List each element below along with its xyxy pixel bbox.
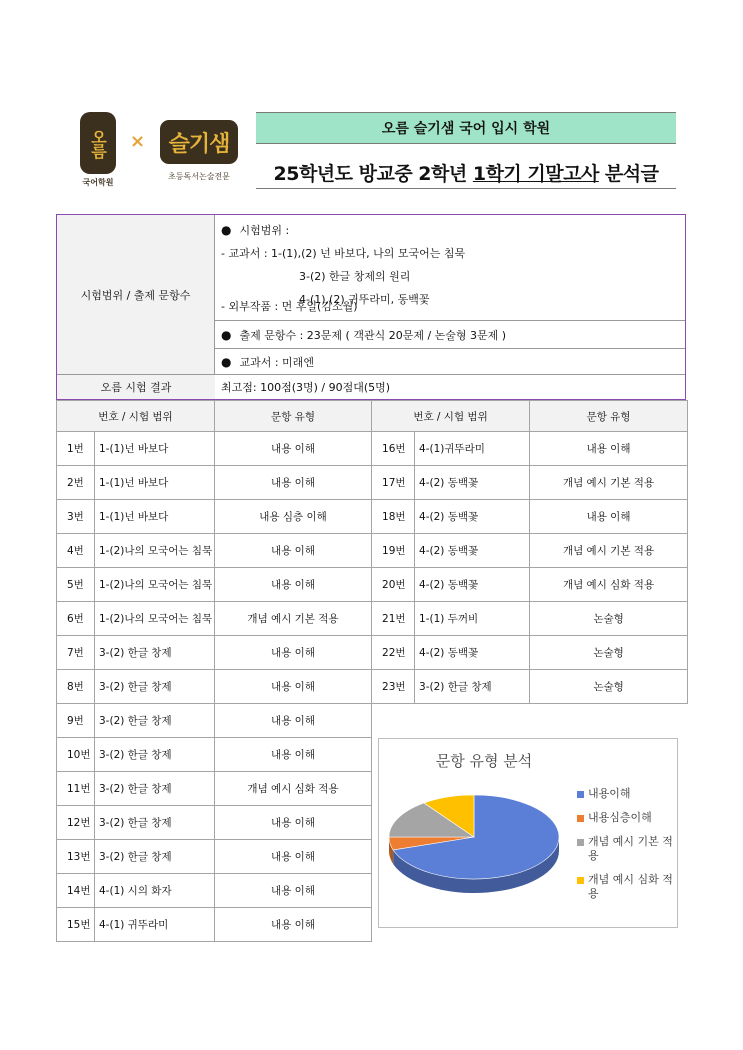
question-type: 내용 이해: [215, 908, 372, 942]
question-range: 3-(2) 한글 창제: [95, 840, 215, 874]
question-number: 23번: [372, 670, 415, 704]
question-type: 내용 이해: [215, 704, 372, 738]
chart-title: 문항 유형 분석: [435, 752, 533, 770]
table-row: [57, 704, 688, 738]
question-type: 논술형: [530, 670, 688, 704]
question-number: 8번: [57, 670, 95, 704]
textbook-text: 교과서 : 미래엔: [239, 355, 314, 369]
question-number: 20번: [372, 568, 415, 602]
question-type: 내용 이해: [215, 670, 372, 704]
question-range: 1-(1)넌 바보다: [95, 500, 215, 534]
question-type: 논술형: [530, 636, 688, 670]
table-header-row: [57, 401, 688, 432]
question-number: 5번: [57, 568, 95, 602]
question-number: 1번: [57, 432, 95, 466]
result-label: 오름 시험 결과: [57, 375, 215, 399]
question-type: 내용 이해: [215, 806, 372, 840]
table-row: [57, 500, 688, 534]
question-range: 3-(2) 한글 창제: [95, 772, 215, 806]
question-type: 내용 이해: [530, 432, 688, 466]
question-type: 개념 예시 심화 적용: [530, 568, 688, 602]
question-range: 1-(2)나의 모국어는 침묵: [95, 568, 215, 602]
question-count-text: 출제 문항수 : 23문제 ( 객관식 20문제 / 논술형 3문제 ): [239, 328, 507, 342]
question-number: 7번: [57, 636, 95, 670]
question-number: 11번: [57, 772, 95, 806]
question-range: 4-(2) 동백꽃: [415, 636, 530, 670]
question-number: 2번: [57, 466, 95, 500]
table-row: [57, 432, 688, 466]
question-number: 13번: [57, 840, 95, 874]
question-type: 내용 심층 이해: [215, 500, 372, 534]
question-type: 개념 예시 기본 적용: [530, 534, 688, 568]
title-prefix: 25학년도 방교중 2학년: [273, 162, 473, 185]
chart-legend: [577, 787, 677, 911]
question-range: 3-(2) 한글 창제: [415, 670, 530, 704]
question-type-chart: [378, 738, 678, 928]
table-row: [57, 534, 688, 568]
legend-item: [577, 787, 677, 801]
seulgisaem-logo: 슬기샘: [160, 120, 238, 164]
scope-header: 시험범위 :: [239, 224, 290, 237]
header-right-type: 문항 유형: [530, 401, 688, 432]
header-left-type: 문항 유형: [215, 401, 372, 432]
question-type: 내용 이해: [215, 534, 372, 568]
question-range: 4-(1) 귀뚜라미: [95, 908, 215, 942]
external-work-line: - 외부작품 : 먼 후일(김소월): [221, 300, 358, 313]
pie-chart: [379, 739, 579, 929]
academy-banner: 오름 슬기샘 국어 입시 학원: [256, 112, 676, 144]
legend-swatch: [577, 839, 584, 846]
table-row: [57, 636, 688, 670]
question-range: 1-(2)나의 모국어는 침묵: [95, 534, 215, 568]
legend-label: 내용이해: [588, 787, 631, 800]
seulgisaem-logo-caption: 초등독서논술전문: [168, 172, 230, 181]
question-number: 12번: [57, 806, 95, 840]
question-range: 4-(2) 동백꽃: [415, 500, 530, 534]
question-number: 15번: [57, 908, 95, 942]
title-underlined: 1학기 기말고사: [472, 162, 599, 185]
question-type: 논술형: [530, 602, 688, 636]
question-range: 4-(2) 동백꽃: [415, 568, 530, 602]
legend-swatch: [577, 791, 584, 798]
document-title: [256, 156, 676, 189]
collab-times-icon: ×: [130, 131, 146, 152]
question-type: 내용 이해: [215, 840, 372, 874]
question-range: 3-(2) 한글 창제: [95, 670, 215, 704]
question-range: 1-(1)넌 바보다: [95, 432, 215, 466]
orum-logo-caption: 국어학원: [82, 178, 114, 187]
question-type: 내용 이해: [215, 432, 372, 466]
bullet-icon: ●: [221, 327, 232, 342]
question-number: 19번: [372, 534, 415, 568]
question-range: 4-(1)귀뚜라미: [415, 432, 530, 466]
scope-line: - 교과서 : 1-(1),(2) 넌 바보다, 나의 모국어는 침묵: [221, 247, 466, 260]
question-type: 개념 예시 기본 적용: [530, 466, 688, 500]
scope-label: 시험범위 / 출제 문항수: [57, 215, 215, 375]
question-type: 내용 이해: [215, 636, 372, 670]
exam-result: 최고점: 100점(3명) / 90점대(5명): [221, 381, 391, 394]
legend-swatch: [577, 877, 584, 884]
question-number: 21번: [372, 602, 415, 636]
table-row: [57, 568, 688, 602]
question-type: 내용 이해: [215, 874, 372, 908]
legend-item: [577, 811, 677, 825]
legend-swatch: [577, 815, 584, 822]
scope-line: 3-(2) 한글 창제의 원리: [299, 270, 411, 283]
legend-label: 개념 예시 심화 적용: [588, 873, 673, 900]
question-number: 16번: [372, 432, 415, 466]
question-range: 4-(2) 동백꽃: [415, 534, 530, 568]
question-number: 14번: [57, 874, 95, 908]
question-range: 3-(2) 한글 창제: [95, 636, 215, 670]
table-row: [57, 466, 688, 500]
legend-label: 내용심층이해: [588, 811, 652, 824]
header-right-range: 번호 / 시험 범위: [372, 401, 530, 432]
question-number: 22번: [372, 636, 415, 670]
question-range: 1-(1) 두꺼비: [415, 602, 530, 636]
question-range: 4-(1) 시의 화자: [95, 874, 215, 908]
bullet-icon: ●: [221, 354, 232, 369]
legend-item: [577, 835, 677, 863]
title-suffix: 분석글: [598, 162, 659, 185]
header-left-range: 번호 / 시험 범위: [57, 401, 215, 432]
question-number: 9번: [57, 704, 95, 738]
question-range: 3-(2) 한글 창제: [95, 806, 215, 840]
exam-info-box: [56, 214, 686, 400]
question-number: 3번: [57, 500, 95, 534]
legend-item: [577, 873, 677, 901]
question-range: 3-(2) 한글 창제: [95, 704, 215, 738]
table-row: [57, 670, 688, 704]
question-type: 개념 예시 심화 적용: [215, 772, 372, 806]
question-range: 4-(2) 동백꽃: [415, 466, 530, 500]
question-range: 1-(1)넌 바보다: [95, 466, 215, 500]
question-type: 내용 이해: [215, 466, 372, 500]
question-number: 4번: [57, 534, 95, 568]
question-range: 1-(2)나의 모국어는 침묵: [95, 602, 215, 636]
question-number: 6번: [57, 602, 95, 636]
orum-logo: 오름: [80, 112, 116, 174]
question-type: 개념 예시 기본 적용: [215, 602, 372, 636]
textbook: [215, 349, 685, 375]
question-type: 내용 이해: [530, 500, 688, 534]
question-range: 3-(2) 한글 창제: [95, 738, 215, 772]
chart-area-cell: [372, 704, 688, 738]
legend-label: 개념 예시 기본 적용: [588, 835, 673, 862]
question-number: 17번: [372, 466, 415, 500]
question-type: 내용 이해: [215, 568, 372, 602]
question-number: 10번: [57, 738, 95, 772]
bullet-icon: ●: [221, 223, 232, 237]
scope-line: 4-(1),(2) 귀뚜라미, 동백꽃: [299, 293, 430, 306]
question-count: [215, 321, 685, 349]
question-type: 내용 이해: [215, 738, 372, 772]
question-number: 18번: [372, 500, 415, 534]
table-row: [57, 602, 688, 636]
